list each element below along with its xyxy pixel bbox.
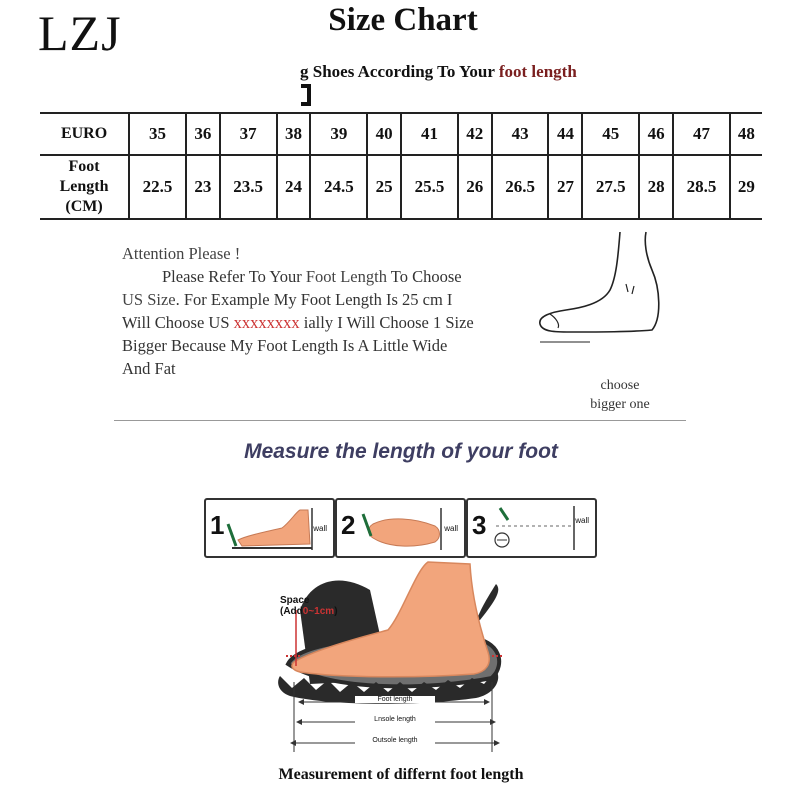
table-row-cm — [40, 155, 762, 219]
space-range-line — [280, 606, 338, 617]
euro-cell: 48 — [730, 113, 762, 155]
measure-title: Measure the length of your foot — [244, 440, 558, 463]
space-title: Space — [280, 595, 310, 606]
euro-cell: 35 — [129, 113, 186, 155]
text-span: To Choose — [386, 267, 462, 286]
space-range: 0~1cm — [302, 606, 335, 617]
attention-heading: Attention Please ! — [122, 244, 241, 263]
cm-cell: 24.5 — [310, 155, 367, 219]
page-title: Size Chart — [328, 2, 478, 38]
header-line: (CM) — [65, 198, 103, 215]
subtitle-prefix: g Shoes According To Your — [300, 62, 499, 81]
cm-cell: 25.5 — [401, 155, 458, 219]
cm-cell: 24 — [277, 155, 311, 219]
attention-line — [122, 311, 542, 334]
attention-line: And Fat — [122, 359, 176, 378]
foot-top-icon — [359, 506, 445, 552]
euro-cell: 40 — [367, 113, 401, 155]
space-label — [280, 595, 338, 617]
foot-length-header — [40, 155, 129, 219]
text-span: Will Choose US — [122, 313, 234, 332]
text-span: . For Example My Foot Length Is 25 cm I — [175, 290, 453, 309]
size-table — [40, 112, 762, 220]
note-line: choose — [600, 378, 640, 393]
euro-header: EURO — [60, 125, 108, 142]
step-2-panel — [335, 498, 466, 558]
euro-cell: 39 — [310, 113, 367, 155]
choose-note — [580, 376, 660, 414]
header-line: Length — [59, 178, 109, 195]
cm-cell: 25 — [367, 155, 401, 219]
step-number: 1 — [210, 510, 225, 540]
cm-cell: 28.5 — [673, 155, 730, 219]
euro-cell: 41 — [401, 113, 458, 155]
euro-cell: 38 — [277, 113, 311, 155]
section-divider — [114, 420, 686, 421]
shoe-measurement-diagram — [270, 560, 520, 755]
text-span: (Add — [280, 606, 303, 617]
cm-cell: 26 — [458, 155, 492, 219]
wall-label: wall — [444, 524, 458, 533]
euro-cell: 44 — [548, 113, 582, 155]
outsole-length-label: Outsole length — [355, 737, 435, 744]
text-span: Please Refer To Your — [162, 267, 306, 286]
euro-cell: 42 — [458, 113, 492, 155]
attention-line: Bigger Because My Foot Length Is A Little Wide — [122, 336, 448, 355]
wall-label: wall — [313, 524, 327, 533]
text-span: ) — [334, 606, 338, 617]
cm-cell: 29 — [730, 155, 762, 219]
text-span: US Size — [122, 290, 176, 309]
cm-cell: 26.5 — [492, 155, 549, 219]
cm-cell: 23 — [186, 155, 220, 219]
step-3-panel — [466, 498, 597, 558]
redacted-text: xxxxxxxx — [233, 313, 300, 332]
caption: Measurement of differnt foot length — [278, 766, 524, 783]
wall-label: wall — [575, 516, 589, 525]
cm-cell: 27.5 — [582, 155, 639, 219]
foot-outline-illustration — [530, 228, 670, 358]
cm-cell: 28 — [639, 155, 673, 219]
cm-cell: 23.5 — [220, 155, 277, 219]
shoe-upper-front — [476, 584, 498, 622]
foot-length-label: Foot length — [355, 696, 435, 703]
table-row-euro — [40, 113, 762, 155]
cm-cell: 27 — [548, 155, 582, 219]
step-number: 2 — [341, 510, 356, 540]
euro-cell: 46 — [639, 113, 673, 155]
euro-cell: 36 — [186, 113, 220, 155]
header-line: Foot — [68, 158, 100, 175]
euro-cell: 43 — [492, 113, 549, 155]
cropped-glyph-mark — [299, 82, 311, 108]
cm-cell: 22.5 — [129, 155, 186, 219]
text-span: ially I Will Choose 1 Size — [299, 313, 474, 332]
brand-logo: LZJ — [38, 5, 122, 61]
euro-cell: 45 — [582, 113, 639, 155]
attention-note — [122, 242, 542, 380]
subtitle-highlight: foot length — [498, 62, 577, 81]
euro-cell: 37 — [220, 113, 277, 155]
measure-mark-icon — [490, 504, 580, 552]
subtitle — [300, 62, 577, 82]
step-1-panel — [204, 498, 335, 558]
insole-length-label: Lnsole length — [355, 716, 435, 723]
foot-side-icon — [224, 506, 314, 552]
attention-line — [122, 265, 542, 288]
step-number: 3 — [472, 510, 487, 540]
euro-cell: 47 — [673, 113, 730, 155]
text-span: Foot Length — [305, 267, 387, 286]
attention-line — [122, 288, 542, 311]
note-line: bigger one — [590, 397, 650, 412]
